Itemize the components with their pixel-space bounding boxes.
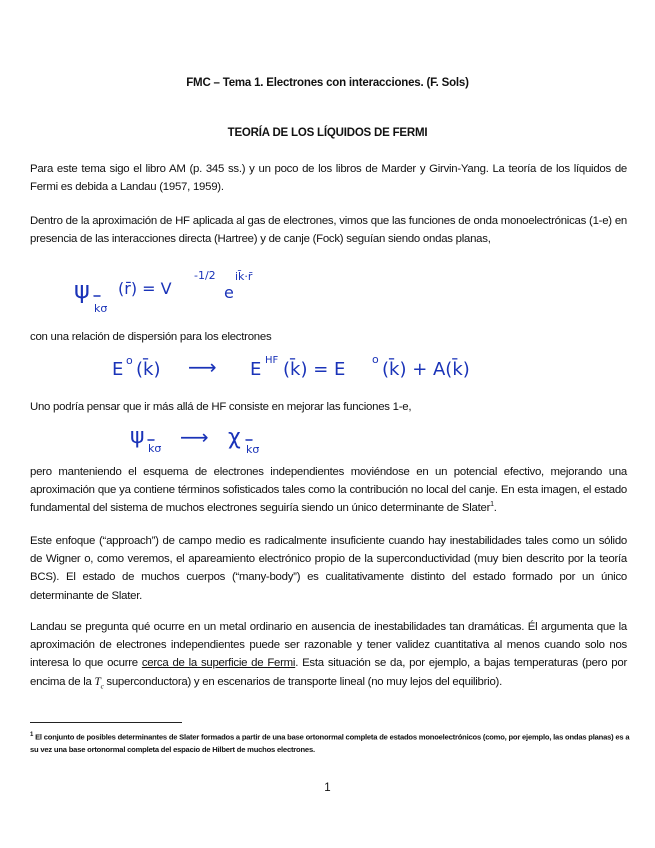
svg-text:e: e [224,283,234,302]
svg-text:kσ: kσ [94,302,108,315]
paragraph-independent-electrons: pero manteniendo el esquema de electrones independientes moviéndose en un potencial efectivo, mejorando una aproximación que ya contiene términos sofisticados tales como la contribución no local del canje. En esta imagen, el estado fundamental del sistema de muchos electrones seguiría siendo un único determinante de Slater$^1$. [30,466,627,515]
svg-text:-1/2: -1/2 [194,269,216,282]
footnote-separator [30,722,182,723]
paragraph-intro: Para este tema sigo el libro AM (p. 345 ss.) y un poco de los libros de Marder y Girvin-Yang. La teoría de los líquidos de Fermi es debida a Landau (1957, 1959). [30,163,627,194]
svg-text:o: o [372,353,379,366]
svg-text:ψ: ψ [74,276,90,304]
svg-text:HF: HF [265,355,279,366]
equation-dispersion [112,353,470,380]
svg-text:ik̄·r̄: ik̄·r̄ [235,270,253,283]
page-number: 1 [324,782,331,794]
svg-text:(k̄) = E: (k̄) = E [283,359,346,380]
equation-psi-to-chi [130,424,259,456]
svg-text:E: E [112,359,124,380]
svg-text:(k̄) + A(k̄): (k̄) + A(k̄) [382,359,470,380]
paragraph-mean-field: Este enfoque (“approach”) de campo medio es radicalmente insuficiente cuando hay inestabilidades tales como un sólido de Wigner o, como veremos, el apareamiento electrónico propio de la superconductividad (muy bien descrito por la teoría BCS). El estado de muchos cuerpos (“many-body”) es cualitativamente distinto del estado formado por un único determinante de Slater. [30,535,627,602]
underlined-fermi-surface: cerca de la superficie de Fermi [141,657,296,670]
svg-text:χ: χ [228,425,241,450]
svg-text:E: E [250,359,262,380]
paragraph-dispersion: con una relación de dispersión para los electrones [30,331,272,343]
tc-symbol: $T_c$ [94,675,104,690]
svg-text:(r̄) = V: (r̄) = V [118,279,172,298]
svg-text:(k̄): (k̄) [136,359,161,380]
equation-plane-wave [74,269,253,315]
svg-text:⟶: ⟶ [188,355,217,379]
svg-text:ψ: ψ [130,424,145,449]
svg-text:⟶: ⟶ [180,425,209,449]
section-title: TEORÍA DE LOS LÍQUIDOS DE FERMI [227,127,428,139]
paragraph-hf-plane-waves: Dentro de la aproximación de HF aplicada al gas de electrones, vimos que las funciones de onda monoelectrónicas (1-e) en presencia de las interacciones directa (Hartree) y de canje (Fock) seguían siendo ondas planas, [30,215,627,246]
paragraph-beyond-hf: Uno podría pensar que ir más allá de HF consiste en mejorar las funciones 1-e, [30,401,412,413]
document-header: FMC – Tema 1. Electrones con interacciones. (F. Sols) [186,77,469,89]
svg-text:kσ: kσ [246,443,260,456]
footnote: $^1$ El conjunto de posibles determinantes de Slater formados a partir de una base ortonormal completa de estados monoelectrónicos (como, por ejemplo, las ondas planas) es a su vez una base ortonormal completa del espacio de Hilbert de muchos electrones. [30,732,630,754]
svg-text:o: o [126,354,133,367]
paragraph-landau: Landau se pregunta qué ocurre en un metal ordinario en ausencia de inestabilidades tan dramáticas. Él argumenta que la aproximación de electrones independientes puede ser razonable y tener validez cuantitativa al menos cuando solo nos interesa lo que ocurre cerca de la superficie de Fermi. Esta situación se da, por ejemplo, a bajas temperaturas (pero por encima de la $T_c$ superconductora) y en escenarios de transporte lineal (no muy lejos del equilibrio). [30,621,627,690]
svg-text:kσ: kσ [148,442,162,455]
footnote-ref[interactable]: 1 [490,501,494,509]
